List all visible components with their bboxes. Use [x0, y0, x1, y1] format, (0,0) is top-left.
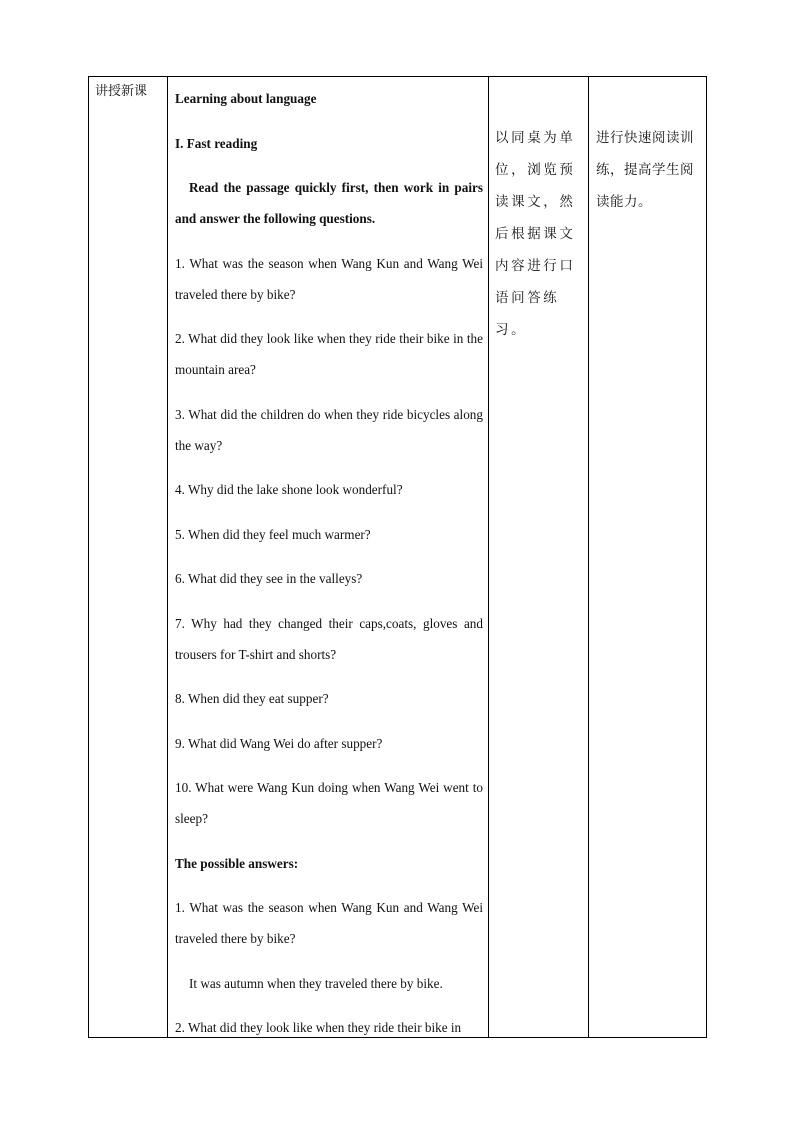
student-activity-cell	[489, 77, 588, 1037]
question-item: 2. What did they look like when they ride their bike in the mountain area?	[175, 331, 483, 377]
question-item: 3. What did the children do when they ride bicycles along the way?	[175, 406, 483, 453]
question-item: 4. Why did the lake shone look wonderful?	[175, 482, 403, 497]
instruction-text: Read the passage quickly first, then work in pairs and answer the following questions.	[175, 180, 483, 226]
design-intent-text: 进行快速阅读训练，提高学生阅读能力。	[596, 130, 694, 210]
content-heading: Learning about language	[175, 91, 317, 106]
section-title: I. Fast reading	[175, 135, 258, 151]
stage-label: 讲授新课	[95, 84, 148, 99]
question-item: 5. When did they feel much warmer?	[175, 526, 371, 542]
lesson-plan-table	[88, 76, 707, 1038]
answers-heading: The possible answers:	[175, 855, 299, 871]
question-item: 8. When did they eat supper?	[175, 691, 329, 706]
answer-question: 1. What was the season when Wang Kun and Wang Wei traveled there by bike?	[175, 900, 483, 946]
question-item: 6. What did they see in the valleys?	[175, 571, 363, 586]
question-item: 7. Why had they changed their caps,coats, gloves and trousers for T-shirt and shorts?	[175, 615, 483, 662]
stage-label-cell	[89, 77, 167, 1037]
answer-question: 2. What did they look like when they ride their bike in	[175, 1020, 462, 1035]
student-activity-text: 以同桌为单位，浏览预读课文，然后根据课文内容进行口语问答练习。	[495, 130, 576, 338]
question-item: 10. What were Wang Kun doing when Wang Wei went to sleep?	[175, 780, 483, 826]
question-item: 9. What did Wang Wei do after supper?	[175, 735, 383, 751]
answer-text: It was autumn when they traveled there by bike.	[189, 975, 443, 991]
question-item: 1. What was the season when Wang Kun and Wang Wei traveled there by bike?	[175, 255, 483, 302]
content-cell	[168, 77, 488, 1037]
design-intent-cell	[589, 77, 707, 1037]
